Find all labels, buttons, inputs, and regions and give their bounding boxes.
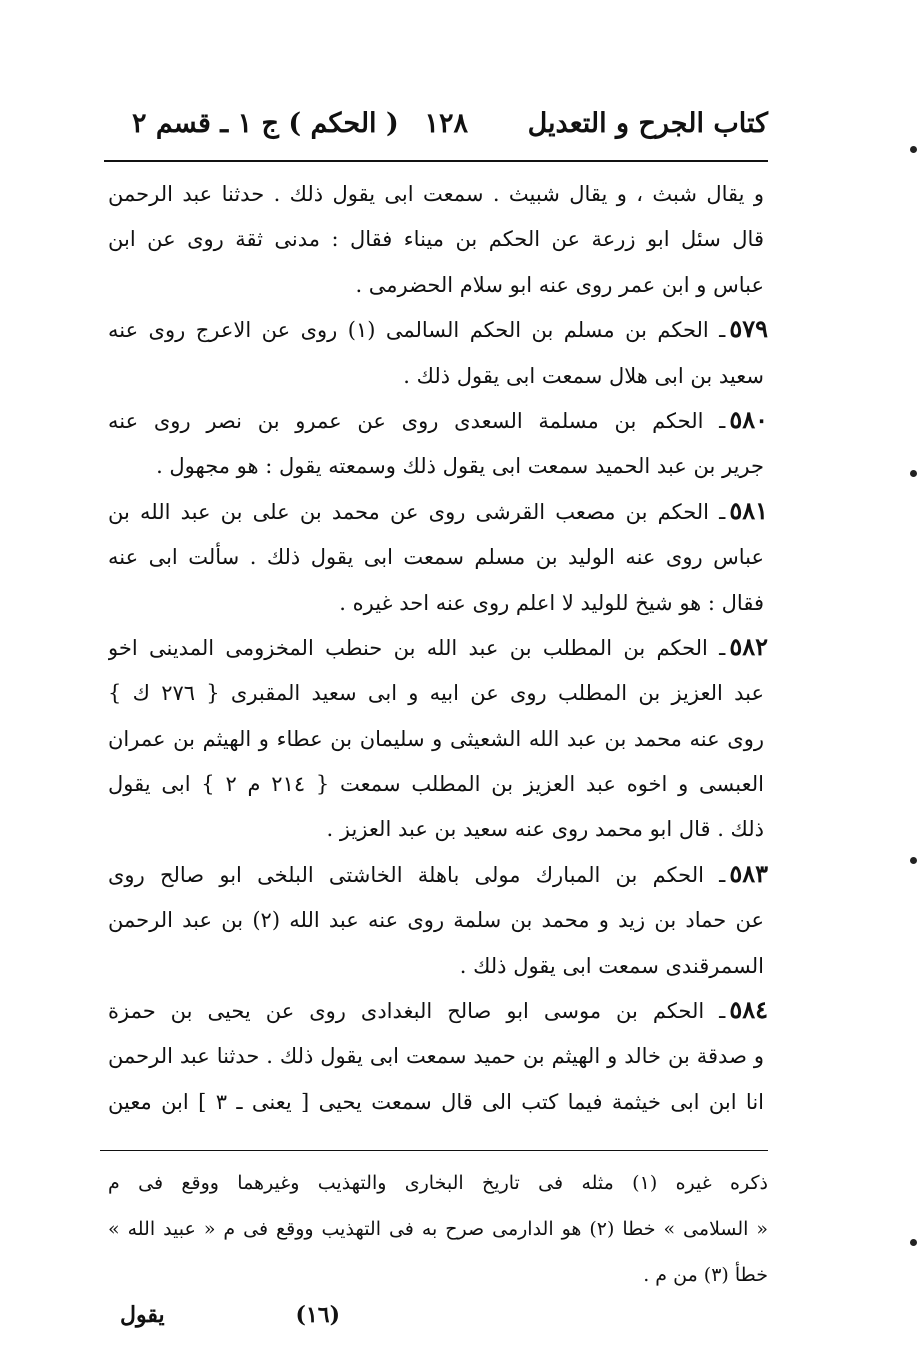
text-line: قال سئل ابو زرعة عن الحكم بن ميناء فقال : مدنى ثقة روى عن ابن bbox=[108, 227, 764, 252]
text-line: ذلك . قال ابو محمد روى عنه سعيد بن عبد العزيز . bbox=[326, 817, 764, 842]
entry-line: ٥٨٢ـ الحكم بن المطلب بن عبد الله بن حنطب المخزومى المدينى اخو bbox=[108, 631, 768, 661]
text-line: عبد العزيز بن المطلب روى عن ابيه و ابى سعيد المقبرى { ٢٧٦ ك } bbox=[108, 681, 764, 706]
entry-line: ٥٧٩ـ الحكم بن مسلم بن الحكم السالمى (١) روى عن الاعرج روى عنه bbox=[108, 314, 768, 344]
entry-number: ٥٧٩ bbox=[729, 314, 768, 344]
margin-speck bbox=[910, 470, 917, 477]
text-line: روى عنه محمد بن عبد الله الشعيثى و سليمان بن عطاء و الهيثم بن عمران bbox=[108, 726, 764, 751]
catchword: يقول bbox=[120, 1302, 165, 1328]
margin-speck bbox=[910, 146, 917, 153]
text-line: سعيد بن ابى هلال سمعت ابى يقول ذلك . bbox=[403, 363, 764, 388]
text-line: جرير بن عبد الحميد سمعت ابى يقول ذلك وسمعته يقول : هو مجهول . bbox=[156, 454, 764, 479]
footnotes bbox=[108, 1160, 768, 1298]
main-text bbox=[108, 170, 768, 1123]
text-line: العبسى و اخوه عبد العزيز بن المطلب سمعت { ٢١٤ م ٢ } ابى يقول bbox=[108, 772, 764, 797]
footnote-rule bbox=[100, 1150, 768, 1151]
entry-number: ٥٨٢ bbox=[729, 631, 768, 661]
text-line: و يقال شبث ، و يقال شبيث . سمعت ابى يقول ذلك . حدثنا عبد الرحمن bbox=[108, 182, 764, 206]
text-line: انا ابن ابى خيثمة فيما كتب الى قال سمعت يحيى [ يعنى ـ ٣ ] ابن معين bbox=[108, 1089, 764, 1114]
text-line: فقال : هو شيخ للوليد لا اعلم روى عنه احد غيره . bbox=[339, 590, 764, 615]
entry-number: ٥٨٤ bbox=[729, 995, 768, 1025]
margin-speck bbox=[910, 1239, 917, 1246]
entry-number: ٥٨١ bbox=[729, 495, 768, 525]
text-line: السمرقندى سمعت ابى يقول ذلك . bbox=[459, 953, 764, 978]
footnote-line: ذكره غيره (١) مثله فى تاريخ البخارى والتهذيب وغيرهما ووقع فى م bbox=[108, 1172, 768, 1194]
entry-number: ٥٨٣ bbox=[729, 858, 768, 888]
footnote-line: خطأ (٣) من م . bbox=[643, 1264, 768, 1286]
book-title: كتاب الجرح و التعديل bbox=[527, 108, 768, 139]
margin-speck bbox=[910, 857, 917, 864]
page-footer bbox=[120, 1302, 340, 1338]
text-line: و صدقة بن خالد و الهيثم بن حميد سمعت ابى يقول ذلك . حدثنا عبد الرحمن bbox=[108, 1044, 764, 1069]
running-header bbox=[112, 108, 768, 152]
footnote-line: « السلامى » خطا (٢) هو الدارمى صرح به فى التهذيب ووقع فى م « عبيد الله » bbox=[108, 1218, 768, 1240]
entry-line: ٥٨٣ـ الحكم بن المبارك مولى باهلة الخاشتى البلخى ابو صالح روى bbox=[108, 858, 768, 888]
entry-line: ٥٨١ـ الحكم بن مصعب القرشى روى عن محمد بن على بن عبد الله بن bbox=[108, 495, 768, 525]
section-label: ( الحكم ) ج ١ ـ قسم ٢ bbox=[132, 108, 399, 139]
text-line: عباس و ابن عمر روى عنه ابو سلام الحضرمى . bbox=[355, 272, 764, 297]
entry-line: ٥٨٠ـ الحكم بن مسلمة السعدى روى عن عمرو بن نصر روى عنه bbox=[108, 404, 768, 434]
signature-mark: (١٦) bbox=[295, 1302, 340, 1328]
entry-number: ٥٨٠ bbox=[729, 404, 768, 434]
header-rule bbox=[104, 160, 768, 162]
entry-line: ٥٨٤ـ الحكم بن موسى ابو صالح البغدادى روى عن يحيى بن حمزة bbox=[108, 995, 768, 1025]
text-line: عباس روى عنه الوليد بن مسلم سمعت ابى يقول ذلك . سألت ابى عنه bbox=[108, 545, 764, 570]
text-line: عن حماد بن زيد و محمد بن سلمة روى عنه عبد الله (٢) بن عبد الرحمن bbox=[108, 908, 765, 933]
page-number: ١٢٨ bbox=[424, 108, 468, 139]
